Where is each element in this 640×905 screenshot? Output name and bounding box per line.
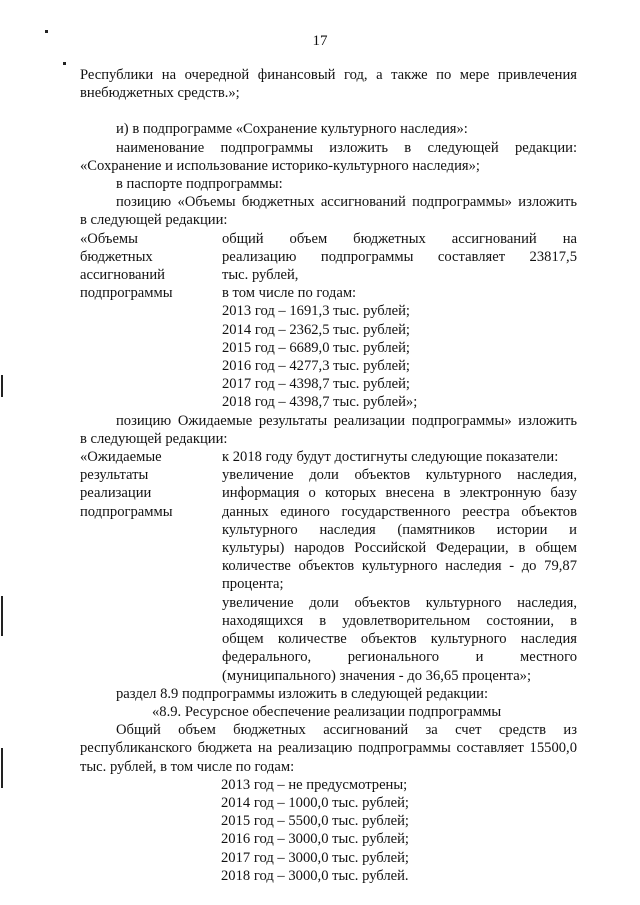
volumes-years-list: [222, 302, 577, 411]
text-line: общий объем бюджетных ассигнований на: [222, 230, 577, 247]
results-value: [222, 448, 577, 685]
text-line: Республики на очередной финансовый год, а также по мере привлечения: [80, 67, 577, 83]
text-line: Общий объем бюджетных ассигнований за счет средств из: [116, 722, 577, 739]
label-line: «Ожидаемые: [80, 449, 162, 466]
text-line: в следующей редакции:: [80, 430, 228, 447]
label-line: «Объемы: [80, 230, 138, 247]
position-results-paragraph: [80, 412, 577, 448]
label-line: подпрограммы: [80, 285, 173, 302]
label-line: результаты: [80, 467, 149, 484]
intro-paragraph: [80, 66, 577, 102]
years-budget-list: [221, 776, 577, 885]
text-line: республиканского бюджета на реализацию подпрограммы составляет 15500,0: [80, 740, 577, 757]
scan-edge-mark: [1, 748, 3, 788]
scan-mark: [63, 62, 66, 65]
volumes-value: [222, 230, 577, 412]
text-line: находящихся в удовлетворительном состоянии, в: [222, 612, 577, 629]
volumes-label: [80, 230, 222, 412]
item-i-heading: и) в подпрограмме «Сохранение культурного наследия»:: [116, 121, 468, 138]
text-line: «Сохранение и использование историко-культурного наследия»;: [80, 157, 480, 174]
year-item: 2013 год – не предусмотрены;: [221, 776, 408, 793]
scan-edge-mark: [1, 375, 3, 397]
page-number: 17: [312, 33, 328, 49]
text-line: (муниципального) значения - до 36,65 процента»;: [222, 667, 532, 684]
label-line: бюджетных: [80, 248, 153, 265]
text-line: количестве объектов культурного наследия - до 79,87: [222, 558, 577, 575]
text-line: позицию «Объемы бюджетных ассигнований подпрограммы» изложить: [116, 194, 577, 211]
scan-edge-mark: [1, 596, 3, 636]
text-line: культурного наследия (памятников истории и: [222, 521, 577, 538]
text-line: в следующей редакции:: [80, 212, 228, 229]
passport-line: в паспорте подпрограммы:: [116, 176, 283, 193]
year-item: 2014 год – 2362,5 тыс. рублей;: [222, 321, 410, 338]
label-line: реализации: [80, 485, 152, 502]
year-item: 2017 год – 4398,7 тыс. рублей;: [222, 376, 410, 393]
year-item: 2015 год – 6689,0 тыс. рублей;: [222, 339, 410, 356]
years-intro: в том числе по годам:: [222, 285, 357, 302]
text-line: наименование подпрограммы изложить в следующей редакции:: [116, 139, 577, 156]
text-line: общем количестве объектов культурного наследия: [222, 631, 577, 648]
results-table: [80, 448, 577, 685]
year-item: 2013 год – 1691,3 тыс. рублей;: [222, 303, 410, 320]
year-item: 2015 год – 5500,0 тыс. рублей;: [221, 813, 409, 830]
year-item: 2014 год – 1000,0 тыс. рублей;: [221, 794, 409, 811]
text-line: процента;: [222, 576, 284, 593]
section-change-line: раздел 8.9 подпрограммы изложить в следующей редакции:: [116, 685, 489, 702]
total-paragraph: [80, 721, 577, 776]
year-item: 2018 год – 3000,0 тыс. рублей.: [221, 867, 409, 884]
year-item: 2018 год – 4398,7 тыс. рублей»;: [222, 394, 418, 411]
volumes-table: [80, 230, 577, 412]
text-line: тыс. рублей, в том числе по годам:: [80, 758, 295, 775]
naming-paragraph: [80, 139, 577, 175]
year-item: 2017 год – 3000,0 тыс. рублей;: [221, 849, 409, 866]
text-line: информация о которых внесена в электронную базу: [222, 485, 577, 502]
section-title: «8.9. Ресурсное обеспечение реализации подпрограммы: [152, 703, 502, 720]
text-line: к 2018 году будут достигнуты следующие показатели:: [222, 449, 559, 466]
label-line: подпрограммы: [80, 503, 173, 520]
results-label: [80, 448, 222, 685]
position-volumes-paragraph: [80, 193, 577, 229]
year-item: 2016 год – 3000,0 тыс. рублей;: [221, 831, 409, 848]
text-line: увеличение доли объектов культурного наследия,: [222, 594, 577, 611]
text-line: позицию Ожидаемые результаты реализации подпрограммы» изложить: [116, 412, 577, 429]
text-line: внебюджетных средств.»;: [80, 85, 240, 102]
text-line: реализацию подпрограммы составляет 23817,5: [222, 248, 577, 265]
text-line: увеличение доли объектов культурного наследия,: [222, 467, 577, 484]
text-line: тыс. рублей,: [222, 267, 299, 284]
label-line: ассигнований: [80, 267, 165, 284]
text-line: федерального, регионального и местного: [222, 649, 577, 666]
document-body: [80, 66, 577, 885]
text-line: культуры) народов Российской Федерации, в общем: [222, 540, 577, 557]
year-item: 2016 год – 4277,3 тыс. рублей;: [222, 358, 410, 375]
text-line: данных единого государственного реестра объектов: [222, 503, 577, 520]
